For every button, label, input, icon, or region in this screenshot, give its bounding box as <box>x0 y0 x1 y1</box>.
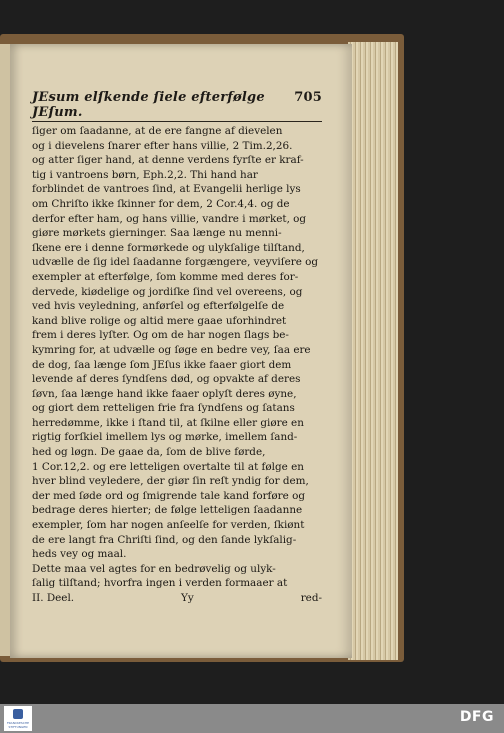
text-line: og i dievelens ſnarer efter hans villie, 2 Tim.2,26. <box>32 139 293 152</box>
text-line: exempler, ſom har nogen anſeelſe for verden, ſkiønt <box>32 519 305 532</box>
page-edges <box>348 42 398 660</box>
text-line: 1 Cor.12,2. og ere letteligen overtalte til at følge en <box>32 460 304 473</box>
text-line: udvælle de ſig idel ſaadanne forgængere, veyviſere og <box>32 256 319 269</box>
text-line: rigtig forſkiel imellem lys og mørke, imellem ſand- <box>32 431 298 444</box>
gathering-signature: Yy <box>181 592 194 604</box>
dfg-logo[interactable]: DFG <box>459 709 494 725</box>
text-line: de ere langt fra Chriſti ſind, og den ſande lykſalig- <box>32 533 297 546</box>
running-header <box>32 90 322 120</box>
text-line: Dette maa vel agtes for en bedrøvelig og ulyk- <box>32 562 276 575</box>
text-line: heds vey og maal. <box>32 548 127 561</box>
left-page-edge <box>0 44 10 656</box>
page-number: 705 <box>294 90 322 105</box>
text-line: og atter ſiger hand, at denne verdens fyrſte er kraf- <box>32 154 304 167</box>
seal-icon <box>13 709 23 719</box>
volume-signature: II. Deel. <box>32 592 75 604</box>
catchword: red- <box>300 592 322 604</box>
page-text-block <box>32 90 322 605</box>
text-line: bedrage deres hierter; de følge letteligen ſaadanne <box>32 504 303 517</box>
text-line: ſøvn, ſaa længe hand ikke faaer oplyſt deres øyne, <box>32 387 297 400</box>
header-rule <box>32 121 322 122</box>
text-line: hed og løgn. De gaae da, ſom de blive førde, <box>32 446 266 459</box>
body-text <box>32 124 322 591</box>
text-line: om Chriſto ikke ſkinner for dem, 2 Cor.4,4. og de <box>32 197 290 210</box>
text-line: forblindet de vantroes ſind, at Evangelii herlige lys <box>32 183 301 196</box>
text-line: hver blind veyledere, der giør ſin reſt yndig for dem, <box>32 475 309 488</box>
text-line: kymring for, at udvælle og ſøge en bedre vey, ſaa ere <box>32 343 311 356</box>
library-logo-text: FRANCKESCHE STIFTUNGEN <box>6 721 30 729</box>
text-line: ſkene ere i denne formørkede og ulykſalige tilſtand, <box>32 241 305 254</box>
book-page <box>10 44 352 658</box>
text-line: og giort dem retteligen frie fra ſyndſens og ſatans <box>32 402 295 415</box>
text-line: exempler at efterfølge, ſom komme med deres for- <box>32 270 299 283</box>
text-line: ſalig tilſtand; hvorfra ingen i verden formaaer at <box>32 577 288 590</box>
text-line: herredømme, ikke i ſtand til, at ſkilne eller giøre en <box>32 416 304 429</box>
text-line: giøre mørkets gierninger. Saa længe nu menni- <box>32 227 282 240</box>
text-line: der med ſøde ord og ſmigrende tale kand forføre og <box>32 489 305 502</box>
viewer-footer-bar <box>0 704 504 733</box>
text-line: ſiger om ſaadanne, at de ere fangne af dievelen <box>32 125 283 137</box>
running-title: JEsum elſkende ſiele efterfølge JEſum. <box>32 90 265 120</box>
text-line: frem i deres lyſter. Og om de har nogen ſlags be- <box>32 329 289 342</box>
library-logo[interactable] <box>4 706 32 731</box>
text-line: de dog, ſaa længe ſom JEſus ikke faaer giort dem <box>32 358 292 371</box>
text-line: levende af deres ſyndſens død, og opvakte af deres <box>32 373 301 386</box>
text-line: derfor efter ham, og hans villie, vandre i mørket, og <box>32 212 307 225</box>
text-line: tig i vantroens børn, Eph.2,2. Thi hand har <box>32 168 258 181</box>
text-line: kand blive rolige og altid mere gaae uforhindret <box>32 314 287 327</box>
text-line: ved hvis veyledning, anførſel og efterfølgelſe de <box>32 300 285 313</box>
text-line: dervede, kiødelige og jordiſke ſind vel overeens, og <box>32 285 303 298</box>
page-footer <box>32 591 322 605</box>
